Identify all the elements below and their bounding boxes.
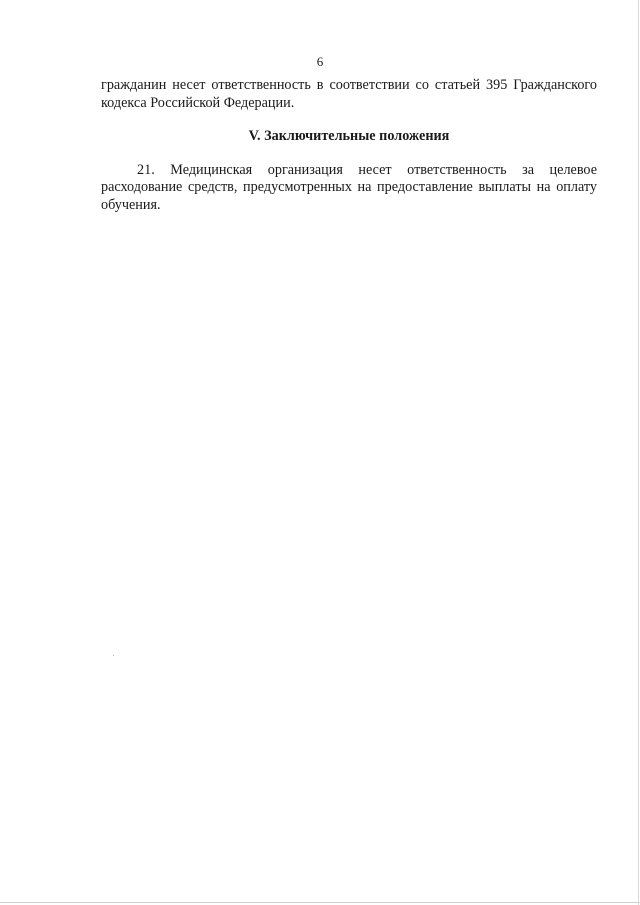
continuation-paragraph: гражданин несет ответственность в соответствии со статьей 395 Гражданского кодекса Российской Федерации.: [101, 77, 597, 111]
page-number: 6: [316, 54, 324, 69]
item-21-paragraph: 21. Медицинская организация несет ответственность за целевое расходование средств, предусмотренных на предоставление выплаты на оплату обучения.: [101, 161, 597, 213]
document-body: [101, 77, 597, 214]
section-title: V. Заключительные положения: [248, 128, 450, 144]
page-edge-bottom: [0, 902, 640, 903]
page-edge-right: [638, 0, 639, 905]
scan-speck: [113, 655, 114, 656]
